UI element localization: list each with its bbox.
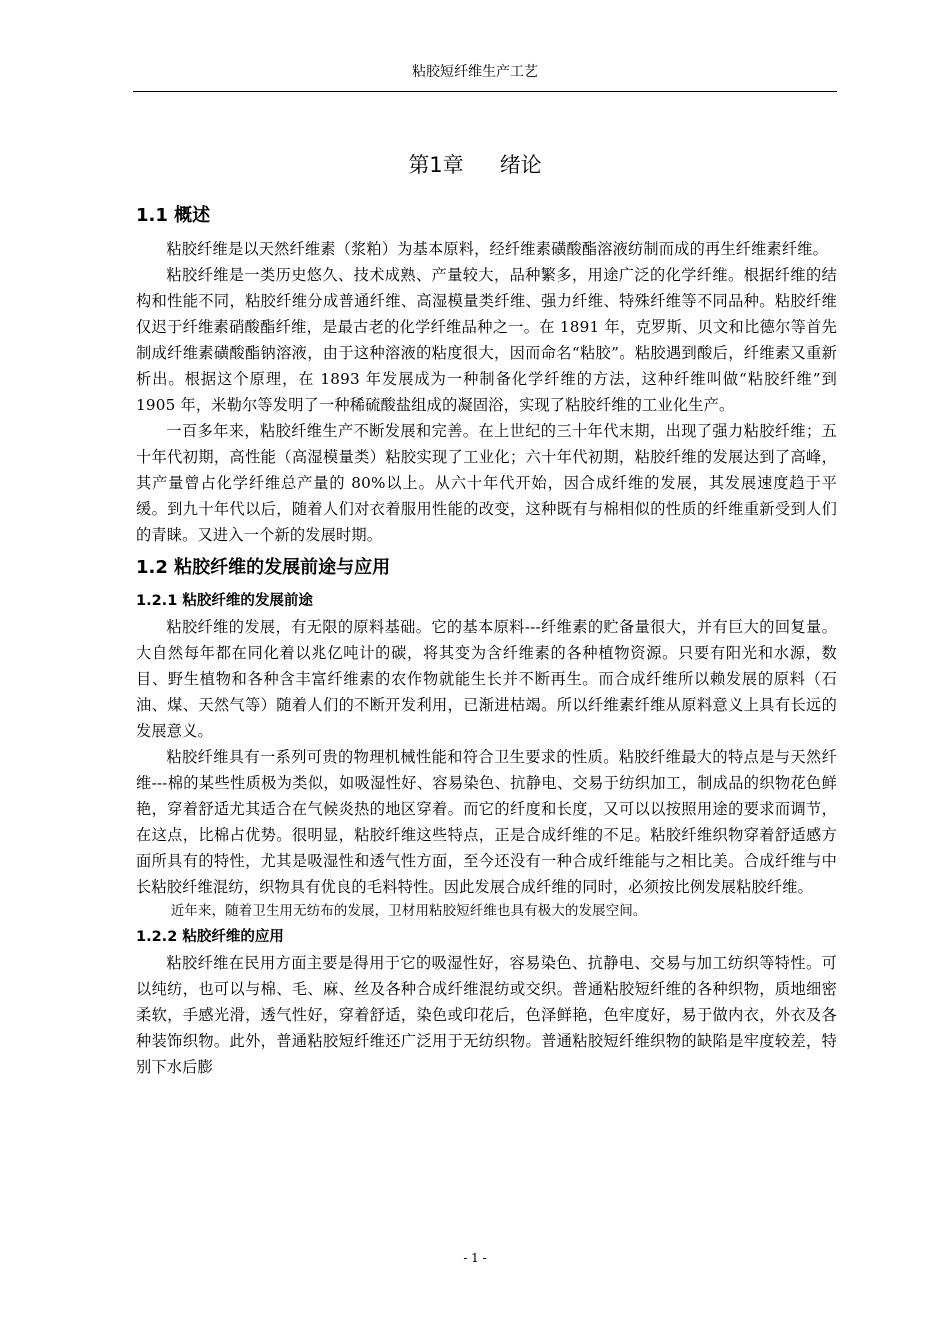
paragraph: 一百多年来，粘胶纤维生产不断发展和完善。在上世纪的三十年代末期，出现了强力粘胶纤维；五十年代初期，高性能（高湿模量类）粘胶实现了工业化；六十年代初期，粘胶纤维的发展达到了高峰，其产量曾占化学纤维总产量的 80%以上。从六十年代开始，因合成纤维的发展，其发展速度趋于平缓。到九十年代以后，随着人们对衣着服用性能的改变，这种既有与棉相似的性质的纤维重新受到人们的青睐。又进入一个新的发展时期。 <box>136 422 837 544</box>
chapter-number: 第1章 <box>408 153 464 177</box>
chapter-title <box>0 148 950 182</box>
header-divider <box>133 91 837 92</box>
paragraph: 粘胶纤维的发展，有无限的原料基础。它的基本原料---纤维素的贮备量很大，并有巨大的回复量。大自然每年都在同化着以兆亿吨计的碳，将其变为含纤维素的各种植物资源。只要有阳光和水源，数目、野生植物和各种含丰富纤维素的农作物就能生长并不断再生。而合成纤维所以赖发展的原料（石油、煤、天然气等）随着人们的不断开发利用，已渐进枯竭。所以纤维素纤维从原料意义上具有长远的发展意义。 <box>136 618 837 740</box>
subsection-heading-1-2-2: 1.2.2 粘胶纤维的应用 <box>136 929 284 945</box>
paragraph: 近年来，随着卫生用无纺布的发展，卫材用粘胶短纤维也具有极大的发展空间。 <box>170 904 647 919</box>
section-heading-1-1: 1.1 概述 <box>136 205 211 226</box>
chapter-name: 绪论 <box>499 153 542 177</box>
running-header-title: 粘胶短纤维生产工艺 <box>412 64 538 80</box>
paragraph: 粘胶纤维在民用方面主要是得用于它的吸湿性好，容易染色、抗静电、交易与加工纺织等特性。可以纯纺，也可以与棉、毛、麻、丝及各种合成纤维混纺或交织。普通粘胶短纤维的各种织物，质地细密柔软，手感光滑，透气性好，穿着舒适，染色或印花后，色泽鲜艳，色牢度好，易于做内衣，外衣及各种装饰织物。此外，普通粘胶短纤维还广泛用于无纺织物。普通粘胶短纤维织物的缺陷是牢度较差，特别下水后膨 <box>136 954 837 1076</box>
document-body <box>136 200 837 1080</box>
paragraph: 粘胶纤维具有一系列可贵的物理机械性能和符合卫生要求的性质。粘胶纤维最大的特点是与天然纤维---棉的某些性质极为类似，如吸湿性好、容易染色、抗静电、交易于纺织加工，制成品的织物花色鲜艳，穿着舒适尤其适合在气候炎热的地区穿着。而它的纤度和长度，又可以以按照用途的要求而调节，在这点，比棉占优势。很明显，粘胶纤维这些特点，正是合成纤维的不足。粘胶纤维织物穿着舒适感方面所具有的特性，尤其是吸湿性和透气性方面，至今还没有一种合成纤维能与之相比美。合成纤维与中长粘胶纤维混纺，织物具有优良的毛料特性。因此发展合成纤维的同时，必须按比例发展粘胶纤维。 <box>136 748 837 896</box>
subsection-heading-1-2-1: 1.2.1 粘胶纤维的发展前途 <box>136 593 313 609</box>
section-heading-1-2: 1.2 粘胶纤维的发展前途与应用 <box>136 557 391 578</box>
paragraph: 粘胶纤维是以天然纤维素（浆粕）为基本原料，经纤维素磺酸酯溶液纺制而成的再生纤维素纤维。 <box>166 240 829 258</box>
paragraph: 粘胶纤维是一类历史悠久、技术成熟、产量较大，品种繁多，用途广泛的化学纤维。根据纤维的结构和性能不同，粘胶纤维分成普通纤维、高湿模量类纤维、强力纤维、特殊纤维等不同品种。粘胶纤维仅迟于纤维素硝酸酯纤维，是最古老的化学纤维品种之一。在 1891 年，克罗斯、贝文和比德尔等首先制成纤维素磺酸酯钠溶液，由于这种溶液的粘度很大，因而命名“粘胶”。粘胶遇到酸后，纤维素又重新析出。根据这个原理，在 1893 年发展成为一种制备化学纤维的方法，这种纤维叫做“粘胶纤维”到 1905 年，米勒尔等发明了一种稀硫酸盐组成的凝固浴，实现了粘胶纤维的工业化生产。 <box>136 266 837 414</box>
page-number: - 1 - <box>463 1251 487 1265</box>
